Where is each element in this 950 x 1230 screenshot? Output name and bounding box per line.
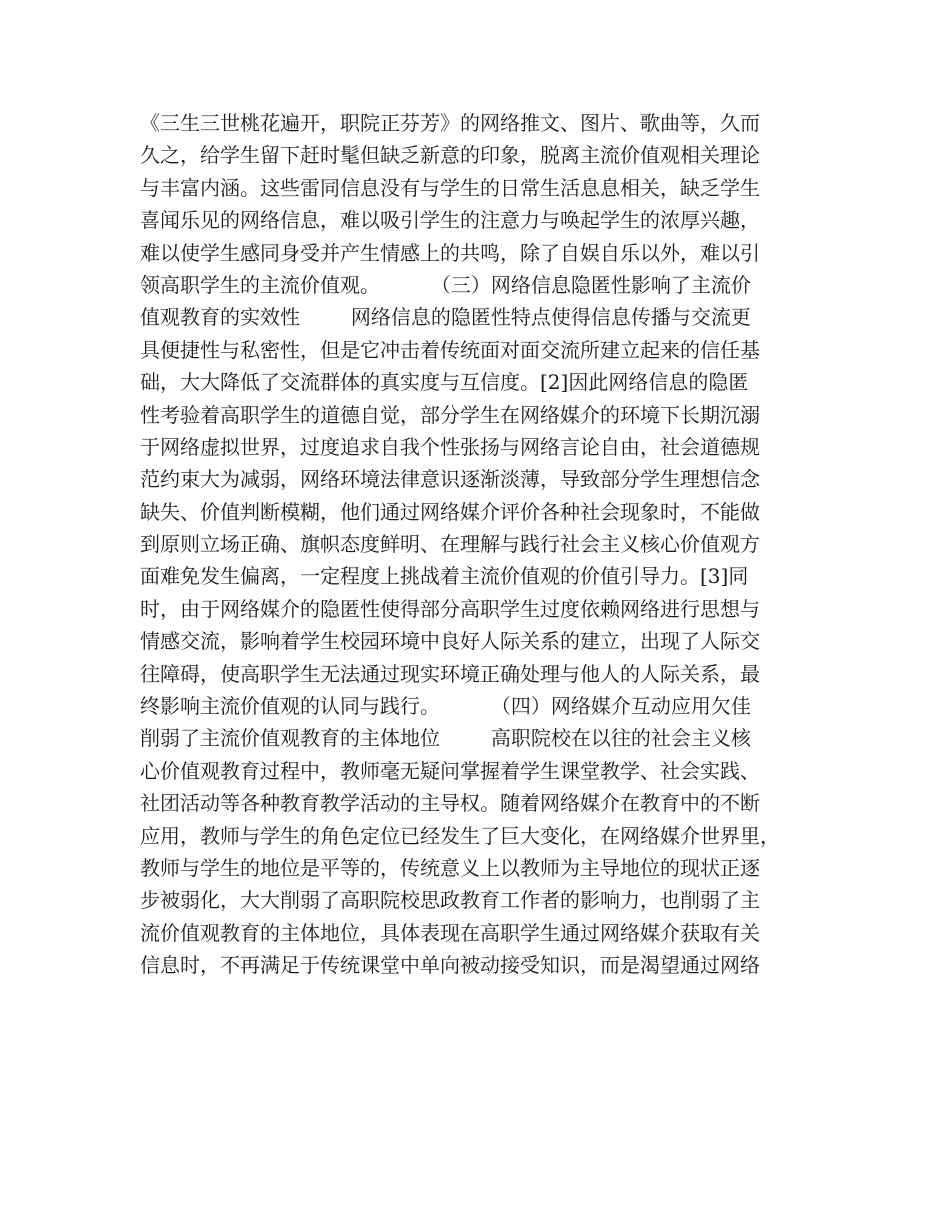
text-line: 心价值观教育过程中，教师毫无疑问掌握着学生课堂教学、社会实践、 (140, 758, 760, 783)
text-line: 领高职学生的主流价值观。 （三）网络信息隐匿性影响了主流价 (140, 272, 751, 297)
text-line: 范约束大为减弱，网络环境法律意识逐渐淡薄，导致部分学生理想信念 (140, 467, 760, 492)
text-line: 信息时，不再满足于传统课堂中单向被动接受知识，而是渴望通过网络 (140, 953, 760, 978)
text-line: 步被弱化，大大削弱了高职院校思政教育工作者的影响力，也削弱了主 (140, 888, 760, 913)
text-line: 终影响主流价值观的认同与践行。 （四）网络媒介互动应用欠佳 (140, 694, 751, 719)
text-line: 与丰富内涵。这些雷同信息没有与学生的日常生活息息相关，缺乏学生 (140, 175, 760, 200)
text-line: 难以使学生感同身受并产生情感上的共鸣，除了自娱自乐以外，难以引 (140, 240, 760, 265)
text-line: 《三生三世桃花遍开，职院正芬芳》的网络推文、图片、歌曲等，久而 (140, 111, 760, 135)
text-line: 面难免发生偏离，一定程度上挑战着主流价值观的价值引导力。[3]同 (140, 564, 749, 589)
text-line: 社团活动等各种教育教学活动的主导权。随着网络媒介在教育中的不断 (140, 791, 760, 816)
text-line: 础，大大降低了交流群体的真实度与互信度。[2]因此网络信息的隐匿 (140, 370, 749, 395)
text-line: 久之，给学生留下赶时髦但缺乏新意的印象，脱离主流价值观相关理论 (140, 143, 760, 168)
text-line: 到原则立场正确、旗帜态度鲜明、在理解与践行社会主义核心价值观方 (140, 532, 760, 557)
text-line: 流价值观教育的主体地位，具体表现在高职学生通过网络媒介获取有关 (140, 920, 760, 945)
text-line: 性考验着高职学生的道德自觉，部分学生在网络媒介的环境下长期沉溺 (140, 402, 760, 427)
text-line: 缺失、价值判断模糊，他们通过网络媒介评价各种社会现象时，不能做 (140, 499, 760, 524)
text-line: 削弱了主流价值观教育的主体地位 高职院校在以往的社会主义核 (140, 726, 751, 751)
body-text (140, 107, 830, 982)
text-line: 教师与学生的地位是平等的，传统意义上以教师为主导地位的现状正逐 (140, 855, 760, 880)
text-line: 往障碍，使高职学生无法通过现实环境正确处理与他人的人际关系，最 (140, 661, 760, 686)
text-line: 于网络虚拟世界，过度追求自我个性张扬与网络言论自由，社会道德规 (140, 434, 760, 459)
text-line: 时，由于网络媒介的隐匿性使得部分高职学生过度依赖网络进行思想与 (140, 596, 760, 621)
text-line: 应用，教师与学生的角色定位已经发生了巨大变化，在网络媒介世界里， (140, 823, 780, 848)
text-line: 值观教育的实效性 网络信息的隐匿性特点使得信息传播与交流更 (140, 305, 751, 330)
text-line: 喜闻乐见的网络信息，难以吸引学生的注意力与唤起学生的浓厚兴趣， (140, 208, 760, 233)
text-line: 情感交流，影响着学生校园环境中良好人际关系的建立，出现了人际交 (140, 629, 760, 654)
text-line: 具便捷性与私密性，但是它冲击着传统面对面交流所建立起来的信任基 (140, 337, 760, 362)
